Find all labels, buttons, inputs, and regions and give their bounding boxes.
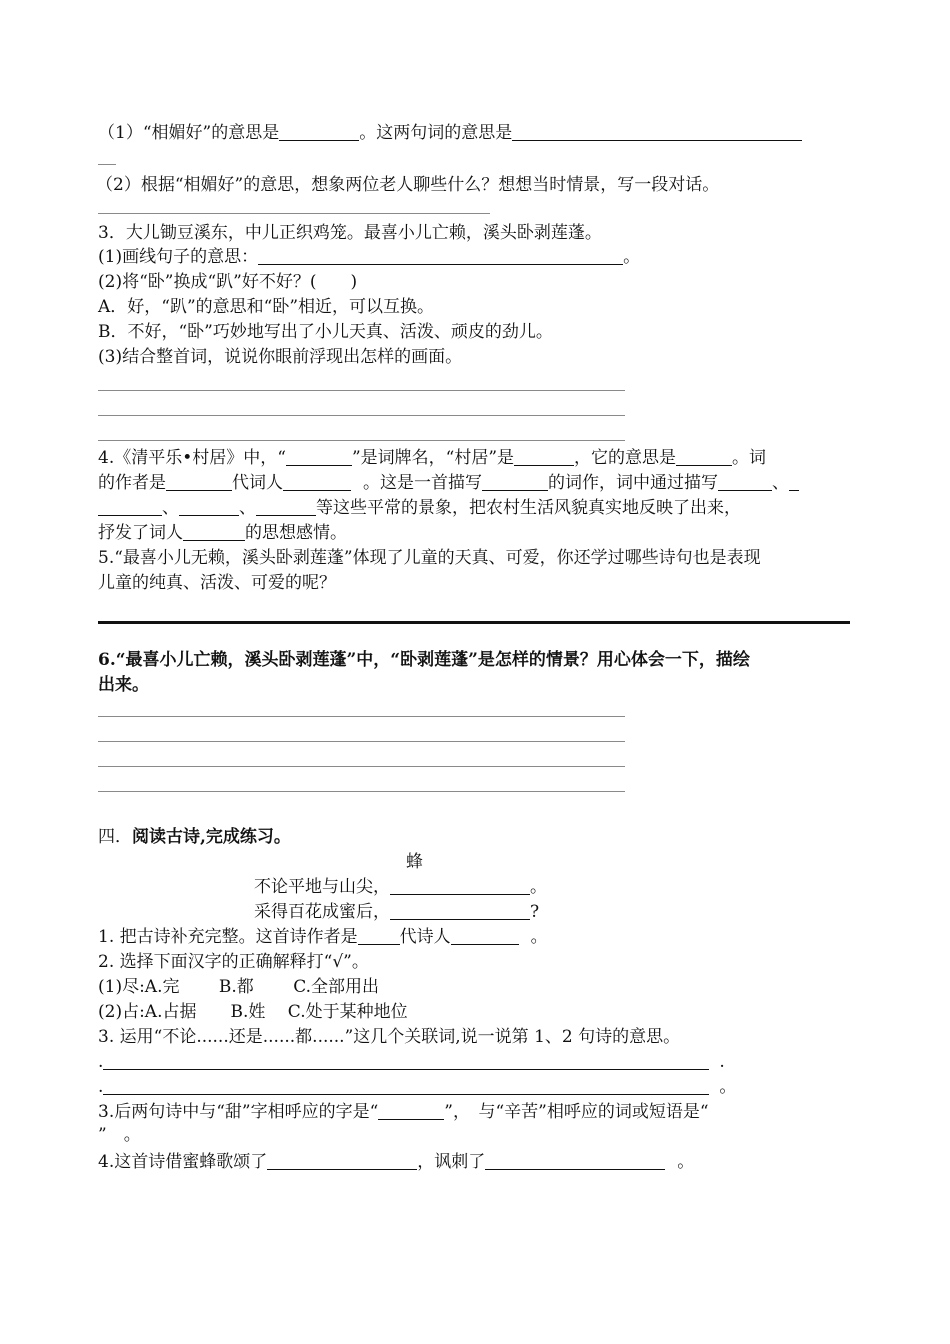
item4-text: 、 bbox=[239, 498, 256, 518]
item4-text: 、 bbox=[772, 473, 789, 493]
answer-blank[interactable] bbox=[98, 498, 162, 516]
item4-text: ”是词牌名，“村居”是 bbox=[351, 448, 515, 468]
q1-line bbox=[98, 122, 802, 144]
s4-q3b bbox=[98, 1101, 709, 1123]
item5-text: 5.“最喜小儿无赖，溪头卧剥莲蓬”体现了儿童的天真、可爱，你还学过哪些诗句也是表现 bbox=[98, 548, 761, 568]
punct: . bbox=[98, 1077, 104, 1097]
answer-line[interactable] bbox=[98, 716, 625, 717]
answer-line[interactable] bbox=[98, 390, 625, 391]
answer-blank[interactable] bbox=[279, 123, 359, 141]
q-text: 代诗人 bbox=[399, 927, 451, 947]
s4-q3b-end: ” 。 bbox=[98, 1125, 141, 1145]
s4-q1 bbox=[98, 926, 548, 948]
answer-blank[interactable] bbox=[283, 473, 351, 491]
poem-line-2 bbox=[254, 901, 539, 923]
item4-line3 bbox=[98, 497, 741, 519]
answer-blank[interactable] bbox=[789, 473, 799, 491]
item4-text: 4.《清平乐•村居》中，“ bbox=[98, 448, 286, 468]
poem-text: 不论平地与山尖， bbox=[254, 877, 390, 897]
s4-q2: 2. 选择下面汉字的正确解释打“√”。 bbox=[98, 952, 369, 972]
item4-text: 。词 bbox=[732, 448, 767, 468]
answer-blank[interactable] bbox=[485, 1152, 665, 1170]
q-text: 1. 把古诗补充完整。这首诗作者是 bbox=[98, 927, 358, 947]
answer-line[interactable] bbox=[98, 415, 625, 416]
s4-q3-answer-2 bbox=[98, 1076, 736, 1098]
item4-text: 的思想感情。 bbox=[245, 523, 347, 543]
answer-line[interactable] bbox=[98, 440, 625, 441]
item6-text-2: 出来。 bbox=[98, 675, 149, 695]
answer-blank[interactable] bbox=[512, 123, 802, 141]
s4-q2-2[interactable]: (2)占:A.占据 B.姓 C.处于某种地位 bbox=[98, 1002, 408, 1022]
item4-text: 抒发了词人 bbox=[98, 523, 183, 543]
answer-blank[interactable] bbox=[256, 498, 316, 516]
answer-blank[interactable] bbox=[718, 473, 772, 491]
option-a[interactable]: A．好，“趴”的意思和“卧”相近，可以互换。 bbox=[98, 297, 435, 317]
item3-2-prompt: (2)将“卧”换成“趴”好不好？( ) bbox=[98, 272, 358, 292]
answer-line-thick[interactable] bbox=[98, 621, 850, 624]
item4-text: 的词作，词中通过描写 bbox=[548, 473, 718, 493]
item4-text: ，它的意思是 bbox=[574, 448, 677, 468]
answer-blank[interactable] bbox=[390, 902, 530, 920]
section-title: 阅读古诗,完成练习。 bbox=[132, 827, 291, 847]
item4-text: 等这些平常的景象，把农村生活风貌真实地反映了出来， bbox=[316, 498, 741, 518]
punct: . bbox=[98, 1052, 104, 1072]
item3-3-prompt: (3)结合整首词，说说你眼前浮现出怎样的画面。 bbox=[98, 347, 463, 367]
s4-q3-answer-1 bbox=[98, 1051, 725, 1073]
answer-blank[interactable] bbox=[676, 448, 732, 466]
answer-blank[interactable] bbox=[378, 1102, 444, 1120]
q1-prompt-2: 。这两句词的意思是 bbox=[359, 123, 513, 143]
item4-text: 代词人 bbox=[232, 473, 283, 493]
s4-q2-1[interactable]: (1)尽:A.完 B.都 C.全部用出 bbox=[98, 977, 379, 997]
q2-prompt: （2）根据“相媚好”的意思，想象两位老人聊些什么？想想当时情景，写一段对话。 bbox=[96, 175, 720, 195]
q-text: 3.后两句诗中与“甜”字相呼应的字是“ bbox=[98, 1102, 379, 1122]
answer-blank[interactable] bbox=[103, 1077, 709, 1095]
item4-line4 bbox=[98, 522, 347, 544]
answer-blank[interactable] bbox=[514, 448, 574, 466]
answer-blank[interactable] bbox=[103, 1052, 709, 1070]
punct: 。 bbox=[530, 877, 547, 897]
answer-line[interactable] bbox=[98, 164, 116, 165]
punct: 。 bbox=[677, 1152, 695, 1172]
q-text: ，讽刺了 bbox=[417, 1152, 486, 1172]
answer-line[interactable] bbox=[98, 791, 625, 792]
item4-line2 bbox=[98, 472, 799, 494]
section-number: 四． bbox=[98, 827, 132, 847]
q1-prompt: （1）“相媚好”的意思是 bbox=[98, 123, 280, 143]
answer-blank[interactable] bbox=[390, 877, 530, 895]
answer-blank[interactable] bbox=[451, 927, 519, 945]
answer-blank[interactable] bbox=[166, 473, 232, 491]
poem-title: 蜂 bbox=[406, 852, 423, 872]
item4-text: 的作者是 bbox=[98, 473, 166, 493]
answer-blank[interactable] bbox=[267, 1152, 417, 1170]
answer-blank[interactable] bbox=[286, 448, 352, 466]
answer-blank[interactable] bbox=[358, 927, 400, 945]
item4-text: 。这是一首描写 bbox=[363, 473, 482, 493]
punct: . bbox=[719, 1052, 725, 1072]
item3-1-line bbox=[98, 246, 640, 268]
item6-text: 6.“最喜小儿亡赖，溪头卧剥莲蓬”中，“卧剥莲蓬”是怎样的情景？用心体会一下，描绘 bbox=[98, 650, 750, 670]
answer-line[interactable] bbox=[98, 766, 625, 767]
answer-blank[interactable] bbox=[179, 498, 239, 516]
punct: ? bbox=[530, 902, 540, 922]
item5-text-2: 儿童的纯真、活泼、可爱的呢？ bbox=[98, 573, 336, 593]
item4-text: 、 bbox=[162, 498, 179, 518]
s4-q3: 3. 运用“不论......还是......都......”这几个关联词,说一说第 1、2 句诗的意思。 bbox=[98, 1027, 681, 1047]
item3-1-prompt: (1)画线句子的意思： bbox=[98, 247, 259, 267]
option-b[interactable]: B．不好，“卧”巧妙地写出了小儿天真、活泼、顽皮的劲儿。 bbox=[98, 322, 553, 342]
answer-blank[interactable] bbox=[183, 523, 245, 541]
section4-heading bbox=[98, 826, 291, 848]
poem-line-1 bbox=[254, 876, 547, 898]
punct: 。 bbox=[530, 927, 548, 947]
item3-text: 3．大儿锄豆溪东，中儿正织鸡笼。最喜小儿亡赖，溪头卧剥莲蓬。 bbox=[98, 223, 602, 243]
punct: 。 bbox=[623, 247, 641, 267]
poem-text: 采得百花成蜜后， bbox=[254, 902, 390, 922]
item4-line1 bbox=[98, 447, 766, 469]
answer-line[interactable] bbox=[98, 213, 490, 214]
answer-blank[interactable] bbox=[482, 473, 548, 491]
answer-blank[interactable] bbox=[258, 247, 623, 265]
punct: 。 bbox=[719, 1077, 737, 1097]
answer-line[interactable] bbox=[98, 741, 625, 742]
s4-q4 bbox=[98, 1151, 694, 1173]
q-text: ”， 与“辛苦”相呼应的词或短语是“ bbox=[444, 1102, 709, 1122]
q-text: 4.这首诗借蜜蜂歌颂了 bbox=[98, 1152, 268, 1172]
